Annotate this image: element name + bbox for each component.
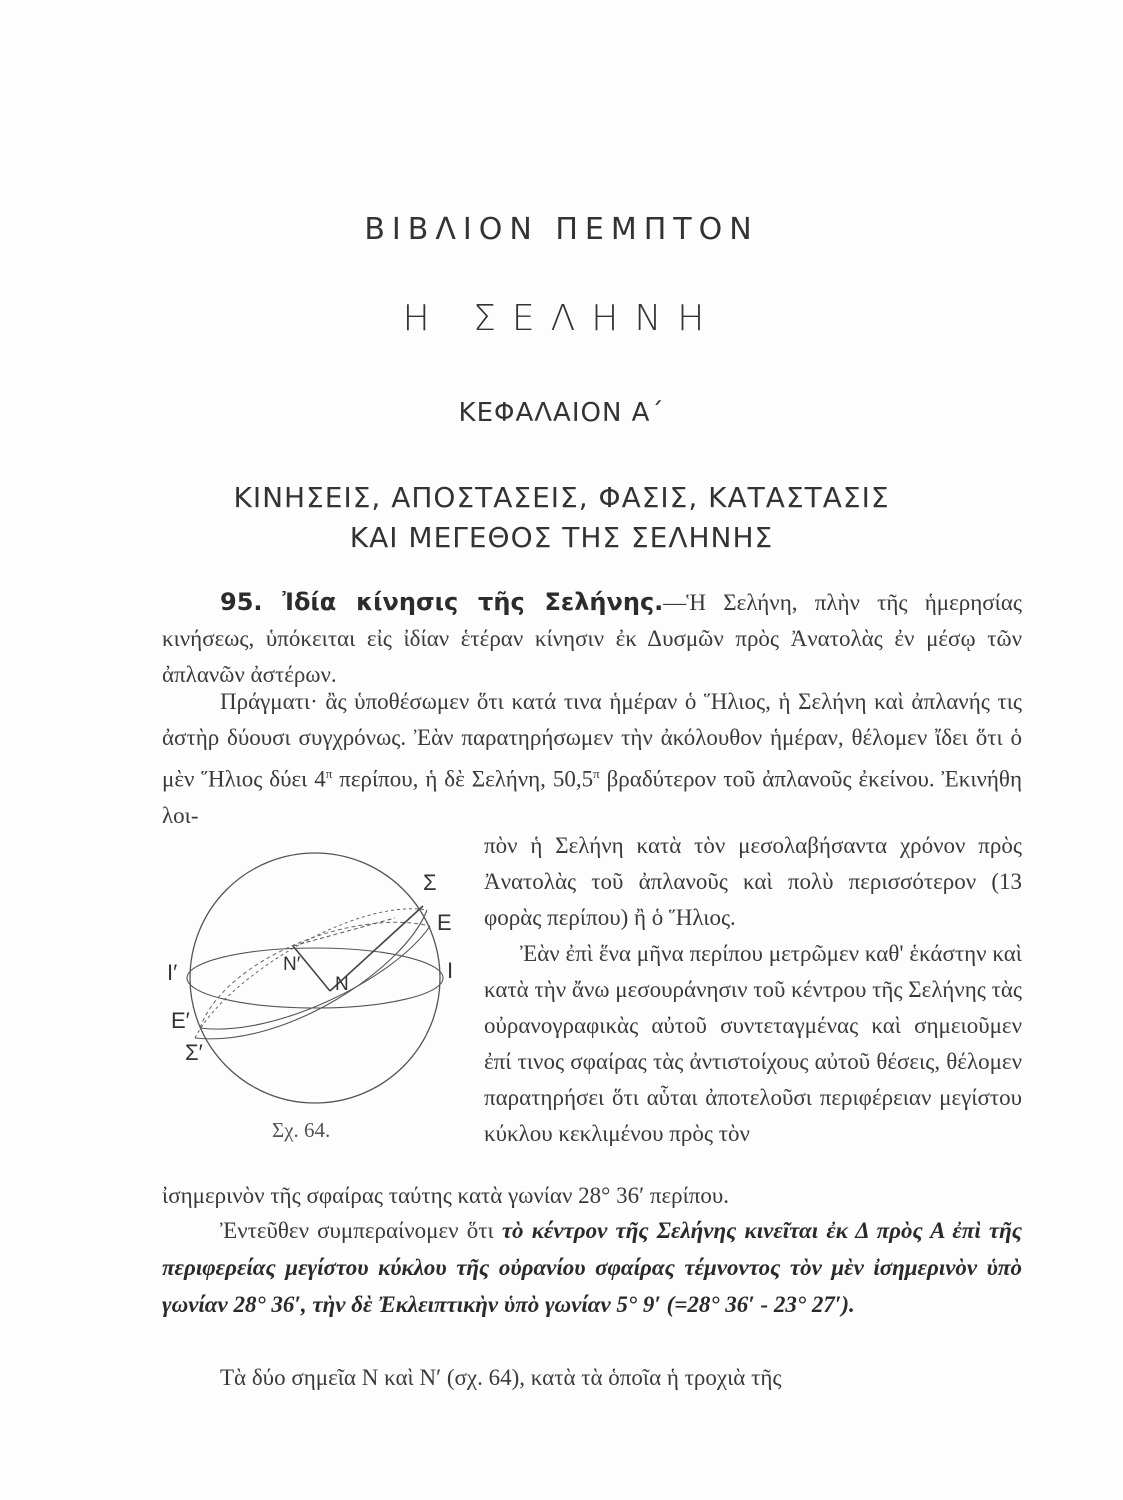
superscript-hour-1: π [325,766,333,781]
label-sigma-left: Σ′ [185,1040,203,1065]
chapter-heading: ΚΕΦΑΛΑΙΟΝ Α΄ [458,398,665,428]
section-heading-95: 95. Ἰδία κίνησις τῆς Σελήνης. [220,588,664,616]
book-title: ΒΙΒΛΙΟΝ ΠΕΜΠΤΟΝ [364,212,759,247]
ecliptic-back [200,922,430,1028]
right-column-text [484,828,1022,1152]
right-column-continuation: πὸν ἡ Σελήνη κατὰ τὸν μεσολαβήσαντα χρόνον πρὸς Ἀνατολὰς τοῦ ἀπλανοῦς καὶ πολὺ περισσότερον (13 φορὰς περίπου) ἢ ὁ Ἥλιος. [484,833,1022,930]
right-column-paragraph: Ἐὰν ἐπὶ ἕνα μῆνα περίπου μετρῶμεν καθ' ἑκάστην καὶ κατὰ τὴν ἄνω μεσουράνησιν τοῦ κέντρου τῆς Σελήνης τὰς οὐρανογραφικὰς αὐτοῦ συντεταγμένας καὶ σημειοῦμεν ἐπί τινος σφαίρας τὰς ἀντιστοίχους αὐτοῦ θέσεις, θέλομεν παρατηρήσει ὅτι αὗται ἀποτελοῦσι περιφέρειαν μεγίστου κύκλου κεκλιμένου πρὸς τὸν [484,941,1022,1146]
label-epsilon-left: Ε′ [171,1008,190,1033]
paragraph-conclusion [162,1212,1022,1323]
paragraph-indeed [162,684,1022,834]
paragraph-indeed-part-b: περίπου, ἡ δὲ Σελήνη, 50,5 [332,766,594,792]
chapter-title-line1: ΚΙΝΗΣΕΙΣ, ΑΠΟΣΤΑΣΕΙΣ, ΦΑΣΙΣ, ΚΑΤΑΣΤΑΣΙΣ [233,481,890,514]
moon-orbit-back [195,909,427,1038]
figure-caption: Σχ. 64. [272,1118,331,1142]
paragraph-95-text: —Ἡ Σελήνη, πλὴν τῆς ἡμερησίας κινήσεως, ὑπόκειται εἰς ἰδίαν ἑτέραν κίνησιν ἐκ Δυσμῶν πρὸς Ἀνατολὰς ἐν μέσῳ τῶν ἀπλανῶν ἀστέρων. [162,590,1022,687]
moon-orbit-front [195,910,427,1039]
paragraph-indeed-part-a: Πράγματι· ἂς ὑποθέσωμεν ὅτι κατά τινα ἡμέραν ὁ Ἥλιος, ἡ Σελήνη καὶ ἀπλανής τις ἀστὴρ δύουσι συγχρόνως. Ἐὰν παρατηρήσωμεν τὴν ἀκόλουθον ἡμέραν, θέλομεν ἴδει ὅτι ὁ μὲν Ἥλιος δύει 4 [162,689,1022,792]
chapter-title [0,478,1123,558]
paragraph-tail: ἰσημερινὸν τῆς σφαίρας ταύτης κατὰ γωνίαν 28° 36′ περίπου. [162,1183,730,1208]
node-line-3 [293,918,395,946]
paragraph-95 [162,584,1022,693]
superscript-hour-2: π [593,766,600,781]
part-title: Η ΣΕΛΗΝΗ [402,298,721,339]
label-n-prime: Ν′ [283,954,301,975]
ecliptic-front [200,926,430,1029]
label-iota-right: Ι [447,958,454,983]
celestial-sphere-figure [165,838,470,1138]
paragraph-nodes: Τὰ δύο σημεῖα Ν καὶ Ν′ (σχ. 64), κατὰ τὰ ὁποῖα ἡ τροχιὰ τῆς [220,1365,782,1390]
conclusion-bold: τὸ κέντρον τῆς Σελήνης κινεῖται ἐκ Δ πρὸς Α ἐπὶ τῆς περιφερείας μεγίστου κύκλου τῆς οὐρανίου σφαίρας τέμνοντος τὸν μὲν ἰσημερινὸν ὑπὸ γωνίαν 28° 36′, τὴν δὲ Ἐκλειπτικὴν ὑπὸ γωνίαν 5° 9′ (=28° 36′ - 23° 27′). [162,1218,1022,1317]
paragraph-indeed-part-c: βραδύτερον τοῦ ἀπλανοῦς ἐκείνου. Ἐκινήθη λοι- [162,766,1022,828]
conclusion-intro: Ἐντεῦθεν συμπεραίνομεν ὅτι [220,1218,502,1243]
label-iota-left: Ι′ [167,960,178,985]
label-epsilon: Ε [437,910,452,935]
label-n: Ν [335,974,349,995]
chapter-title-line2: ΚΑΙ ΜΕΓΕΘΟΣ ΤΗΣ ΣΕΛΗΝΗΣ [349,521,774,554]
label-sigma: Σ [423,870,437,895]
sphere-outline [190,853,440,1103]
